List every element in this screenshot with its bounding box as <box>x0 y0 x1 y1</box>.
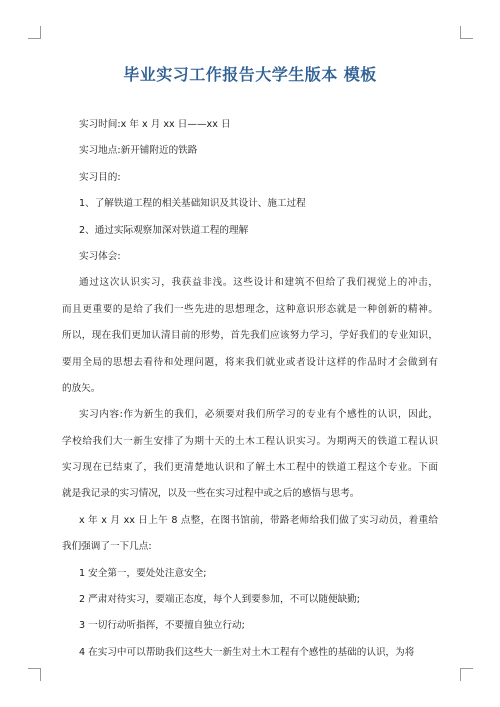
experience-paragraph-line: 的放矢。 <box>62 382 101 394</box>
rule-item-1: 1 安全第一，要处处注意安全; <box>79 567 207 579</box>
crop-mark-bottom-right <box>460 668 473 681</box>
internship-purpose-heading: 实习目的: <box>79 171 121 183</box>
internship-location: 实习地点:新开铺附近的铁路 <box>79 145 198 157</box>
crop-mark-bottom-left <box>28 668 41 681</box>
crop-mark-top-right <box>460 26 473 39</box>
mobilization-paragraph-line: x 年 x 月 xx 日上午 8 点整，在图书馆前，带路老师给我们做了实习动员，着重给 <box>79 514 438 526</box>
experience-heading: 实习体会: <box>79 250 121 262</box>
content-paragraph-line: 就是我记录的实习情况，以及一些在实习过程中或之后的感悟与思考。 <box>62 488 360 500</box>
content-paragraph-line: 实习现在已结束了，我们更清楚地认识和了解土木工程中的铁道工程这个专业。下面 <box>62 462 438 474</box>
document-title: 毕业实习工作报告大学生版本 模板 <box>123 65 377 84</box>
mobilization-paragraph-line: 我们强调了一下几点: <box>62 541 152 553</box>
rule-item-2: 2 严肃对待实习，要端正态度，每个人到要参加，不可以随便缺勤; <box>79 594 361 606</box>
rule-item-4: 4 在实习中可以帮助我们这些大一新生对土木工程有个感性的基础的认识，为将 <box>79 646 415 658</box>
crop-mark-top-left <box>28 26 41 39</box>
rule-item-3: 3 一切行动听指挥，不要擅自独立行动; <box>79 620 245 632</box>
purpose-item-1: 1、了解铁道工程的相关基础知识及其设计、施工过程 <box>79 198 306 210</box>
experience-paragraph-line: 而且更重要的是给了我们一些先进的思想理念，这种意识形态就是一种创新的精神。 <box>62 303 438 315</box>
experience-paragraph-line: 所以，现在我们更加认清目前的形势，首先我们应该努力学习，学好我们的专业知识， <box>62 330 438 342</box>
document-body <box>62 112 438 666</box>
experience-paragraph-line: 要用全局的思想去看待和处理问题，将来我们就业或者设计这样的作品时才会做到有 <box>62 356 438 368</box>
internship-time: 实习时间:x 年 x 月 xx 日——xx 日 <box>79 119 231 130</box>
content-paragraph-line: 学校给我们大一新生安排了为期十天的土木工程认识实习。为期两天的铁道工程认识 <box>62 435 438 447</box>
purpose-item-2: 2、通过实际观察加深对铁道工程的理解 <box>79 224 249 236</box>
content-paragraph-line: 实习内容:作为新生的我们，必须要对我们所学习的专业有个感性的认识，因此， <box>79 409 438 421</box>
experience-paragraph-line: 通过这次认识实习，我获益非浅。这些设计和建筑不但给了我们视觉上的冲击， <box>79 277 438 289</box>
